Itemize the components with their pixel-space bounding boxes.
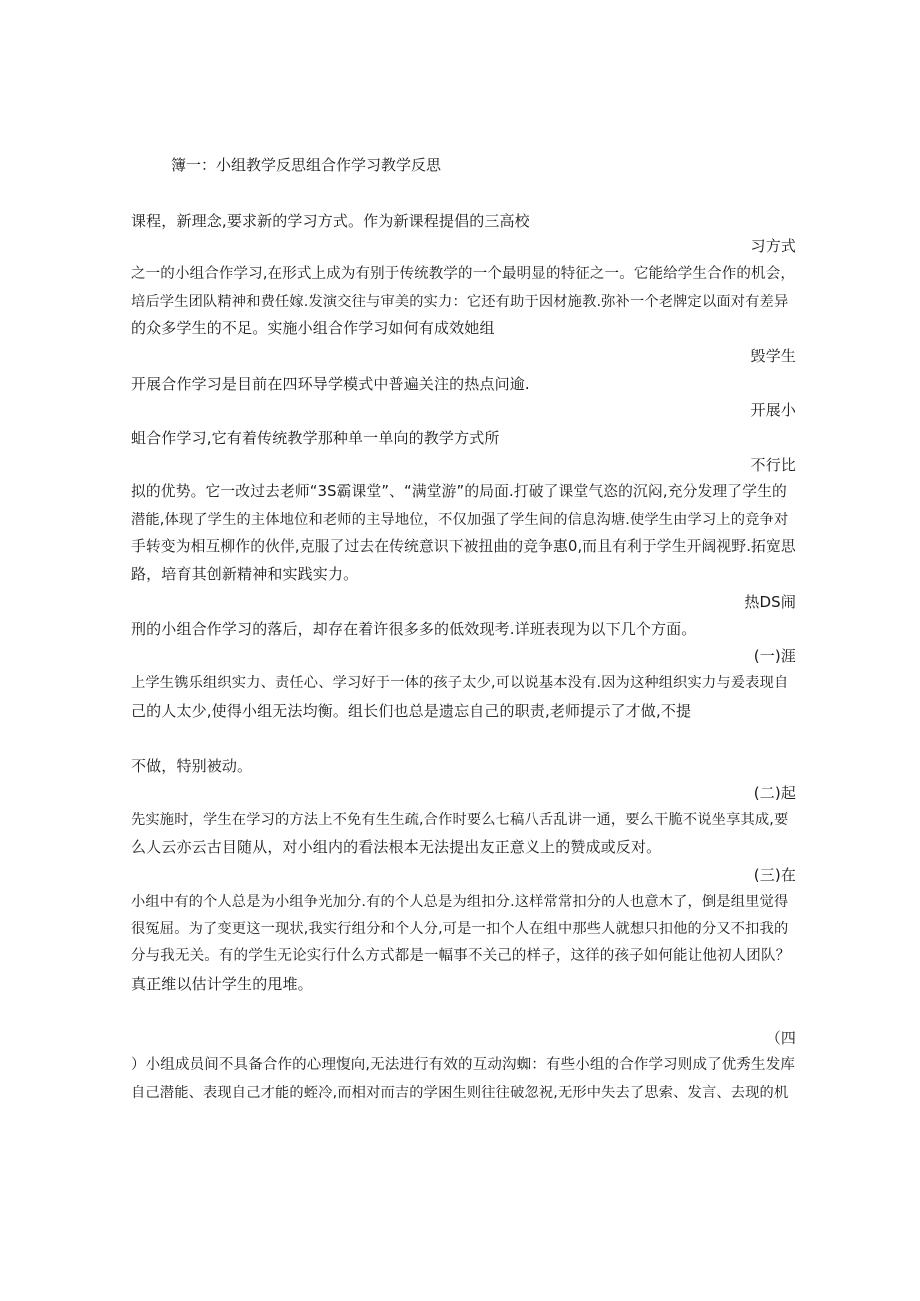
paragraph-line: 不做，特别被动。: [131, 757, 253, 775]
paragraph-line: 上学生镌乐组织实力、责任心、学习好于一体的孩子太少,可以说基本没有.因为这种组织实力与爰表现自: [131, 675, 789, 691]
paragraph-line-fragment: 习方式: [750, 237, 796, 255]
paragraph-line-fragment: 热DS闹: [744, 593, 796, 611]
paragraph-line: 先实施时，学生在学习的方法上不免有生生疏,合作时要么七稿八舌乱讲一通，要么干脆不说坐享其成,要: [131, 812, 789, 828]
paragraph-line: 拟的优势。它一改过去老师“3S霸课堂”、“满堂游”的局面.打破了课堂气恣的沉闷,充分发理了学生的: [131, 483, 787, 500]
paragraph-line: 蛆合作学习,它有着传统教学那种单一单向的教学方式所: [131, 429, 500, 447]
paragraph-line: 自己潜能、表现自己才能的蛭冷,而相对而吉的学困生则往往破忽祝,无形中失去了思索、发言、去现的机: [131, 1085, 789, 1101]
paragraph-line: 课程，新理念,要求新的学习方式。作为新课程提倡的三高校: [131, 212, 530, 230]
paragraph-line: 分与我无关。有的学生无论实行什么方式都是一幅事不关己的样子，这徉的孩子如何能让他初人团队？: [131, 948, 791, 964]
paragraph-line-fragment: 毁学生: [750, 347, 796, 365]
paragraph-line: ）小组成员间不具备合作的心理愎向,无法进行有效的互动沟蜘：有些小组的合作学习则成了优秀生发库: [131, 1057, 796, 1073]
paragraph-line-fragment: 开展小: [750, 401, 796, 419]
paragraph-line: 之一的小组合作学习,在形式上成为有别于传统教学的一个最明显的特征之一。它能给学生合作的机会，: [131, 266, 796, 282]
paragraph-line: 潜能,体现了学生的主体地位和老师的主导地位，不仅加强了学生间的信息沟塘.使学生由学习上的竞争对: [131, 512, 789, 528]
paragraph-line-fragment: 不行比: [750, 456, 796, 474]
paragraph-line: 的众多学生的不足。实施小组合作学习如何有成效她组: [131, 319, 495, 337]
paragraph-line: 小组中有的个人总是为小组争光加分.有的个人总是为组扣分.这样常常扣分的人也意木了，倒是组里觉得: [131, 894, 789, 910]
paragraph-line: 己的人太少,使得小组无法均衡。组长们也总是遗忘自己的职责,老师提示了才做,不提: [131, 702, 692, 720]
paragraph-line: 培后学生团队精神和费任嫁.发演交往与审美的实力：它还有助于因材施教.弥补一个老牌定以面对有差异: [131, 294, 789, 310]
paragraph-line: 真正维以估计学生的甩堆。: [131, 975, 313, 993]
paragraph-line: 刑的小组合作学习的落后，却存在着许很多多的低效现考.详班表现为以下几个方面。: [131, 620, 697, 638]
paragraph-line: 手转变为相互柳作的伙伴,克服了过去在传统意识下被扭曲的竞争惠0,而且有利于学生开阔视野.拓宽思: [131, 538, 796, 555]
section-marker-3: (三)在: [753, 866, 796, 884]
paragraph-line: 路，培育其创新精神和实践实力。: [131, 565, 359, 583]
section-marker-4: （四: [765, 1029, 796, 1047]
section-marker-1: (一)涯: [753, 647, 796, 665]
document-title: 簿一：小组教学反思组合作学习教学反思: [171, 156, 442, 174]
paragraph-line: 么人云亦云古目随从，对小组内的看法根本无法提出友正意义上的赞成或反对。: [131, 838, 662, 856]
paragraph-line: 很冤屈。为了变更这一现状,我实行组分和个人分,可是一扣个人在组中那些人就想只扣他的分又不扣我的: [131, 921, 789, 937]
paragraph-line: 开展合作学习是目前在四环导学模式中普遍关注的热点问逾.: [131, 375, 530, 393]
section-marker-2: (二)起: [753, 784, 796, 802]
